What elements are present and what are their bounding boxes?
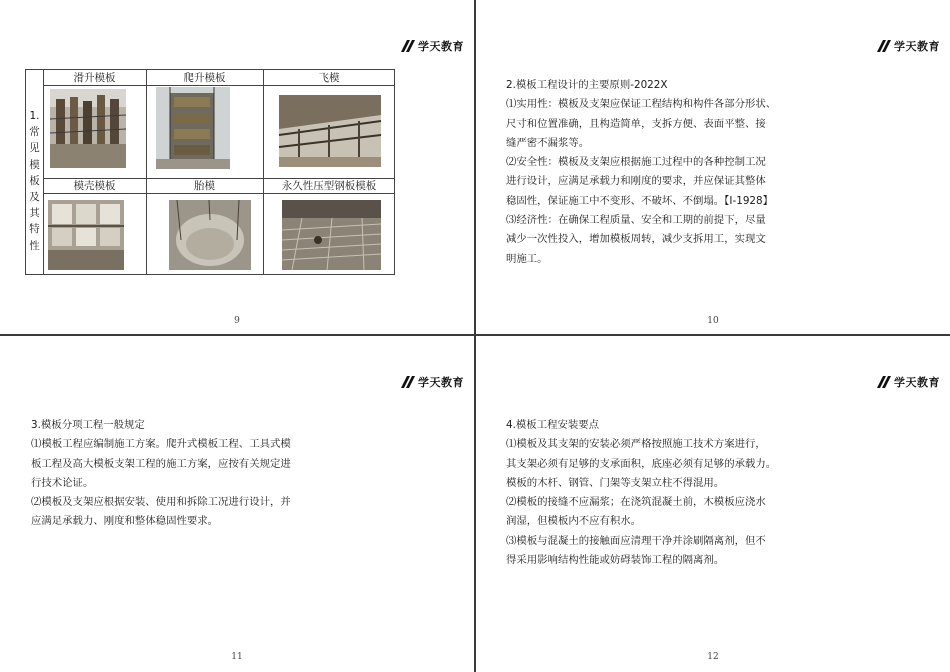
shell-form-photo: [48, 200, 124, 270]
table-grid-line: [43, 193, 395, 194]
design-principles-section: [506, 76, 811, 269]
climbing-form-photo: [156, 87, 230, 169]
brand-logo: [401, 39, 464, 53]
brand-logo-text: 学天教育: [418, 40, 464, 53]
tire-form-photo: [169, 200, 251, 270]
brand-logo: [877, 375, 940, 389]
page-number: 9: [234, 316, 240, 326]
text-line: 减少一次性投入，增加模板周转，减少支拆用工，实现文: [506, 233, 766, 246]
brand-logo: [401, 375, 464, 389]
header-climbing-form: 爬升模板: [183, 72, 226, 84]
text-line: ⑵模板及支架应根据安装、使用和拆除工况进行设计，并: [31, 496, 291, 509]
text-line: 缝严密不漏浆等。: [506, 136, 590, 149]
text-line: 尺寸和位置准确，且构造简单，支拆方便、表面平整、接: [506, 117, 766, 130]
text-line: 得采用影响结构性能或妨碍装饰工程的隔离剂。: [506, 554, 725, 567]
side-label-char: 常: [29, 126, 40, 139]
side-label-char: 模: [29, 158, 40, 171]
installation-points-section: [506, 416, 811, 570]
page-12: [476, 336, 950, 670]
formwork-types-table: [25, 69, 395, 275]
text-line: 进行设计，应满足承载力和刚度的要求，并应保证其整体: [506, 175, 766, 188]
side-label-char: 及: [29, 191, 40, 204]
general-provisions-section: [31, 416, 331, 532]
brand-logo-icon: [401, 40, 415, 52]
brand-logo-text: 学天教育: [418, 376, 464, 389]
brand-logo-text: 学天教育: [894, 40, 940, 53]
header-tire-form: 胎模: [194, 180, 215, 192]
text-line: 其支架必须有足够的支承面积，底座必须有足够的承载力。: [506, 457, 777, 470]
text-line: ⑵模板的接缝不应漏浆；在浇筑混凝土前，木模板应浇水: [506, 496, 766, 509]
text-line: ⑵安全性：模板及支架应根据施工过程中的各种控制工况: [506, 156, 766, 169]
brand-logo: [877, 39, 940, 53]
brand-logo-icon: [401, 376, 415, 388]
header-steel-deck-form: 永久性压型钢板模板: [281, 180, 377, 192]
table-grid-line: [43, 70, 44, 274]
page-11: [0, 336, 474, 670]
brand-logo-text: 学天教育: [894, 376, 940, 389]
header-flying-form: 飞模: [318, 72, 340, 84]
page-number: 12: [707, 652, 719, 662]
page-number: 11: [231, 652, 243, 662]
text-line: 稳固性，保证施工中不变形、不破坏、不倒塌。【Ⅰ-1928】: [506, 194, 774, 207]
header-shell-form: 模壳模板: [73, 180, 116, 192]
text-line: 润湿，但模板内不应有积水。: [506, 515, 642, 528]
header-slipform: 滑升模板: [73, 72, 116, 84]
text-line: 板工程及高大模板支架工程的施工方案，应按有关规定进: [31, 457, 291, 470]
side-label-char: 板: [29, 174, 40, 187]
side-label-char: 1.: [29, 110, 40, 122]
side-label-char: 性: [29, 239, 40, 252]
section-title: 3.模板分项工程一般规定: [31, 419, 145, 431]
text-line: ⑴实用性：模板及支架应保证工程结构和构件各部分形状、: [506, 98, 777, 111]
table-grid-line: [263, 70, 264, 274]
side-label-char: 见: [29, 142, 40, 155]
flying-form-photo: [279, 95, 381, 167]
text-line: 行技术论证。: [31, 476, 94, 489]
table-grid-line: [146, 70, 147, 274]
text-line: 模板的木杆、钢管、门架等支架立柱不得混用。: [506, 476, 725, 489]
brand-logo-icon: [877, 376, 891, 388]
text-line: 明施工。: [506, 252, 548, 265]
page-9: [0, 0, 474, 334]
side-label-char: 其: [29, 207, 40, 220]
brand-logo-icon: [877, 40, 891, 52]
section-title: 4.模板工程安装要点: [506, 419, 600, 431]
text-line: 应满足承载力、刚度和整体稳固性要求。: [31, 515, 219, 528]
side-label-char: 特: [29, 223, 40, 236]
text-line: ⑴模板工程应编制施工方案。爬升式模板工程、工具式模: [31, 438, 291, 451]
text-line: ⑴模板及其支架的安装必须严格按照施工技术方案进行，: [506, 438, 766, 451]
table-grid-line: [43, 85, 395, 86]
text-line: ⑶模板与混凝土的接触面应清理干净并涂刷隔离剂，但不: [506, 534, 766, 547]
slipform-photo: [50, 89, 126, 168]
page-number: 10: [707, 316, 719, 326]
text-line: ⑶经济性：在确保工程质量、安全和工期的前提下，尽量: [506, 214, 766, 227]
steel-deck-form-photo: [282, 200, 381, 270]
page-10: [476, 0, 950, 334]
section-title: 2.模板工程设计的主要原则-2022X: [506, 79, 668, 91]
table-row-label: [26, 108, 43, 254]
